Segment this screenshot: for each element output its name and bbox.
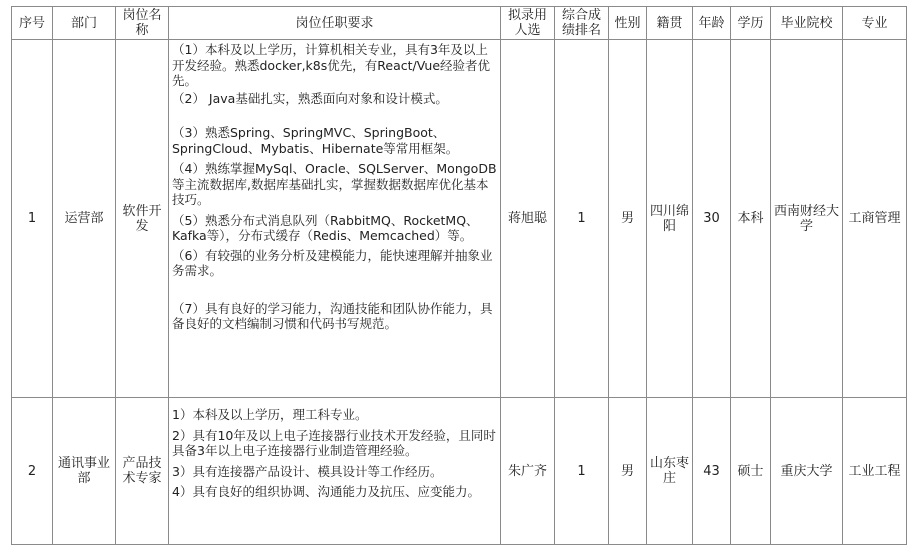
header-position: 岗位名称 [116,7,169,40]
header-school: 毕业院校 [771,7,843,40]
requirement-item: （5）熟悉分布式消息队列（RabbitMQ、RocketMQ、 Kafka等），分布式缓存（Redis、Memcached）等。 [172,212,479,243]
header-no: 序号 [12,7,53,40]
requirement-item: 4）具有良好的组织协调、沟通能力及抗压、应变能力。 [172,484,480,499]
header-education: 学历 [731,7,771,40]
requirement-item: （3）熟悉Spring、SpringMVC、SpringBoot、SpringCloud、Mybatis、Hibernate等常用框架。 [172,125,459,156]
recruitment-table [11,6,907,545]
cell-candidate: 蒋旭聪 [501,40,555,398]
requirement-item: （6）有较强的业务分析及建模能力，能快速理解并抽象业务需求。 [172,247,493,278]
header-rank: 综合成绩排名 [555,7,609,40]
cell-education: 硕士 [731,398,771,545]
cell-gender: 男 [609,40,647,398]
header-dept: 部门 [53,7,116,40]
cell-origin: 山东枣庄 [647,398,693,545]
cell-gender: 男 [609,398,647,545]
header-gender: 性别 [609,7,647,40]
cell-requirements [169,398,501,545]
cell-school: 西南财经大学 [771,40,843,398]
cell-no: 1 [12,40,53,398]
cell-candidate: 朱广齐 [501,398,555,545]
cell-rank: 1 [555,398,609,545]
cell-education: 本科 [731,40,771,398]
cell-origin: 四川绵阳 [647,40,693,398]
requirement-item: 1）本科及以上学历，理工科专业。 [172,407,368,422]
cell-dept: 通讯事业部 [53,398,116,545]
cell-position: 软件开发 [116,40,169,398]
requirement-item: 3）具有连接器产品设计、模具设计等工作经历。 [172,463,443,479]
cell-rank: 1 [555,40,609,398]
cell-school: 重庆大学 [771,398,843,545]
cell-requirements [169,40,501,398]
cell-dept: 运营部 [53,40,116,398]
header-row [12,7,907,40]
header-requirements: 岗位任职要求 [169,7,501,40]
header-candidate: 拟录用人选 [501,7,555,40]
header-age: 年龄 [693,7,731,40]
requirement-item: （2） Java基础扎实，熟悉面向对象和设计模式。 [172,90,448,106]
cell-no: 2 [12,398,53,545]
cell-age: 43 [693,398,731,545]
table-row [12,398,907,545]
cell-position: 产品技术专家 [116,398,169,545]
header-origin: 籍贯 [647,7,693,40]
requirement-item: （7）具有良好的学习能力，沟通技能和团队协作能力，具备良好的文档编制习惯和代码书写规范。 [172,300,493,331]
header-major: 专业 [843,7,907,40]
cell-age: 30 [693,40,731,398]
requirement-item: 2）具有10年及以上电子连接器行业技术开发经验，且同时具备3年以上电子连接器行业制造管理经验。 [172,427,496,458]
requirement-item: （1）本科及以上学历，计算机相关专业，具有3年及以上开发经验。熟悉docker,k8s优先，有React/Vue经验者优先。 [172,42,491,88]
requirement-item: （4）熟练掌握MySql、Oracle、SQLServer、MongoDB等主流数据库,数据库基础扎实，掌握数据数据库优化基本技巧。 [172,161,497,207]
cell-major: 工业工程 [843,398,907,545]
table-row [12,40,907,398]
cell-major: 工商管理 [843,40,907,398]
